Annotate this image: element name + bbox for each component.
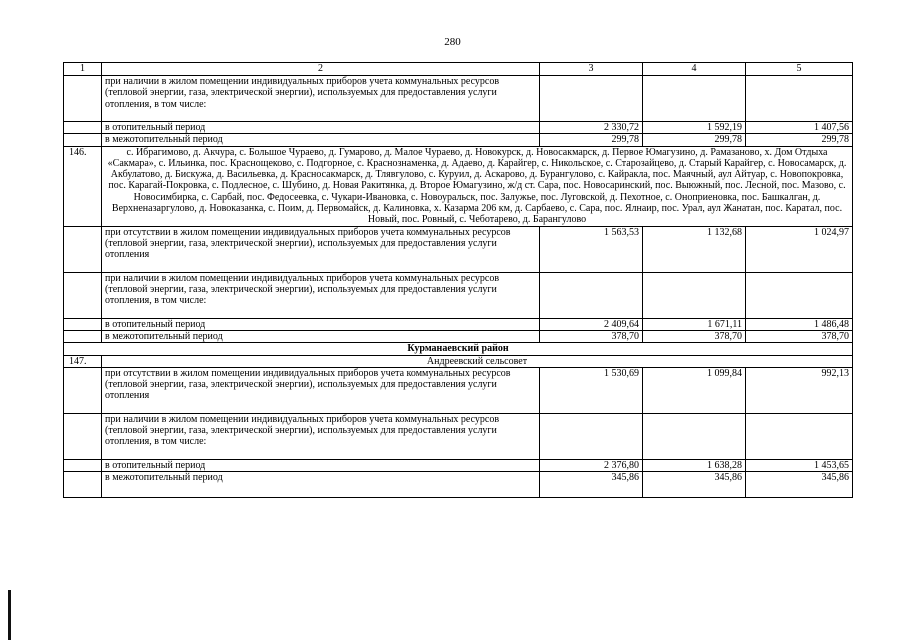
table-row [64, 343, 853, 355]
table-row [64, 413, 853, 459]
settlements-list: с. Ибрагимово, д. Акчура, с. Большое Чураево, д. Гумарово, д. Малое Чураево, д. Новокурск, д. Новосакмарск, д. Первое Юмагузино, д. Рамазаново, х. Дом Отдыха «Сакмара», с. Ильинка, пос. Краснощеково, с. Подгорное, с. Краснознаменка, д. Адаево, д. Карайгер, с. Никольское, с. Старозайцево, д. Старый Карайгер, с. Новосамарск, д. Акбулатово, д. Бискужа, д. Васильевка, д. Красносакмарск, д. Тлявгулово, с. Куруил, д. Аскарово, д. Бурангулово, с. Кайракла, пос. Маячный, аул Айтуар, с. Новопокровка, пос. Карагай-Покровка, с. Подлесное, с. Шубино, д. Новая Ракитянка, д. Второе Юмагузино, ж/д ст. Сара, пос. Новосаринский, пос. Выюжный, пос. Лесной, пос. Мазово, с. Новосимбирка, с. Сарбай, пос. Федосеевка, с. Чукари-Ивановка, с. Новоуральск, пос. Залужье, пос. Луговской, д. Пехотное, с. Оноприеновка, пос. Башкалган, д. Верхненазаргулово, д. Новоказанка, с. Поим, д. Первомайск, д. Калиновка, х. Казарма 206 км, д. Сарбаево, с. Сара, пос. Ялнаир, пос. Урал, аул Жанатан, пос. Каратал, пос. Новый, пос. Ровный, с. Чеботарево, д. Барангулово [102, 146, 853, 226]
value-col-5: 299,78 [746, 134, 853, 146]
table-row [64, 367, 853, 413]
table-row [64, 355, 853, 367]
value-col-4: 1 099,84 [643, 367, 746, 413]
table-row [64, 122, 853, 134]
value-col-4: 378,70 [643, 330, 746, 342]
row-label: при наличии в жилом помещении индивидуальных приборов учета коммунальных ресурсов (тепловой энергии, газа, электрической энергии), используемых для предоставления услуги отопления, в том числе: [102, 76, 540, 122]
row-label: при наличии в жилом помещении индивидуальных приборов учета коммунальных ресурсов (тепловой энергии, газа, электрической энергии), используемых для предоставления услуги отопления, в том числе: [102, 272, 540, 318]
row-label: при отсутствии в жилом помещении индивидуальных приборов учета коммунальных ресурсов (тепловой энергии, газа, электрической энергии), используемых для предоставления услуги отопления [102, 226, 540, 272]
value-col-5: 992,13 [746, 367, 853, 413]
table-row [64, 134, 853, 146]
header-col-1: 1 [64, 63, 102, 76]
settlements-list: Андреевский сельсовет [102, 355, 853, 367]
value-col-3: 2 409,64 [540, 318, 643, 330]
row-label: в межотопительный период [102, 330, 540, 342]
table-row [64, 318, 853, 330]
value-col-4: 345,86 [643, 472, 746, 498]
row-label: при наличии в жилом помещении индивидуальных приборов учета коммунальных ресурсов (тепловой энергии, газа, электрической энергии), используемых для предоставления услуги отопления, в том числе: [102, 413, 540, 459]
row-label: в отопительный период [102, 459, 540, 471]
row-label: в отопительный период [102, 122, 540, 134]
page-number: 280 [444, 36, 461, 48]
table-row [64, 459, 853, 471]
value-col-4: 1 638,28 [643, 459, 746, 471]
row-label: в отопительный период [102, 318, 540, 330]
value-col-5: 1 486,48 [746, 318, 853, 330]
table-row [64, 330, 853, 342]
table-row [64, 146, 853, 226]
value-col-4: 1 132,68 [643, 226, 746, 272]
value-col-5: 378,70 [746, 330, 853, 342]
value-col-3: 299,78 [540, 134, 643, 146]
district-heading: Курманаевский район [64, 343, 853, 355]
value-col-3: 1 530,69 [540, 367, 643, 413]
value-col-3: 2 376,80 [540, 459, 643, 471]
table-row [64, 272, 853, 318]
header-col-3: 3 [540, 63, 643, 76]
value-col-4: 1 671,11 [643, 318, 746, 330]
value-col-3: 1 563,53 [540, 226, 643, 272]
value-col-3: 378,70 [540, 330, 643, 342]
value-col-4: 1 592,19 [643, 122, 746, 134]
row-label: при отсутствии в жилом помещении индивидуальных приборов учета коммунальных ресурсов (тепловой энергии, газа, электрической энергии), используемых для предоставления услуги отопления [102, 367, 540, 413]
value-col-5: 345,86 [746, 472, 853, 498]
header-col-2: 2 [102, 63, 540, 76]
row-label: в межотопительный период [102, 134, 540, 146]
row-label: в межотопительный период [102, 472, 540, 498]
row-number: 147. [64, 355, 102, 367]
table-row [64, 76, 853, 122]
row-number: 146. [64, 146, 102, 226]
table-row [64, 472, 853, 498]
value-col-3: 345,86 [540, 472, 643, 498]
value-col-4: 299,78 [643, 134, 746, 146]
tariff-table [63, 62, 853, 498]
header-col-4: 4 [643, 63, 746, 76]
header-col-5: 5 [746, 63, 853, 76]
value-col-5: 1 453,65 [746, 459, 853, 471]
value-col-5: 1 407,56 [746, 122, 853, 134]
scan-edge-mark [8, 590, 11, 640]
table-header-row [64, 63, 853, 76]
value-col-5: 1 024,97 [746, 226, 853, 272]
value-col-3: 2 330,72 [540, 122, 643, 134]
table-row [64, 226, 853, 272]
